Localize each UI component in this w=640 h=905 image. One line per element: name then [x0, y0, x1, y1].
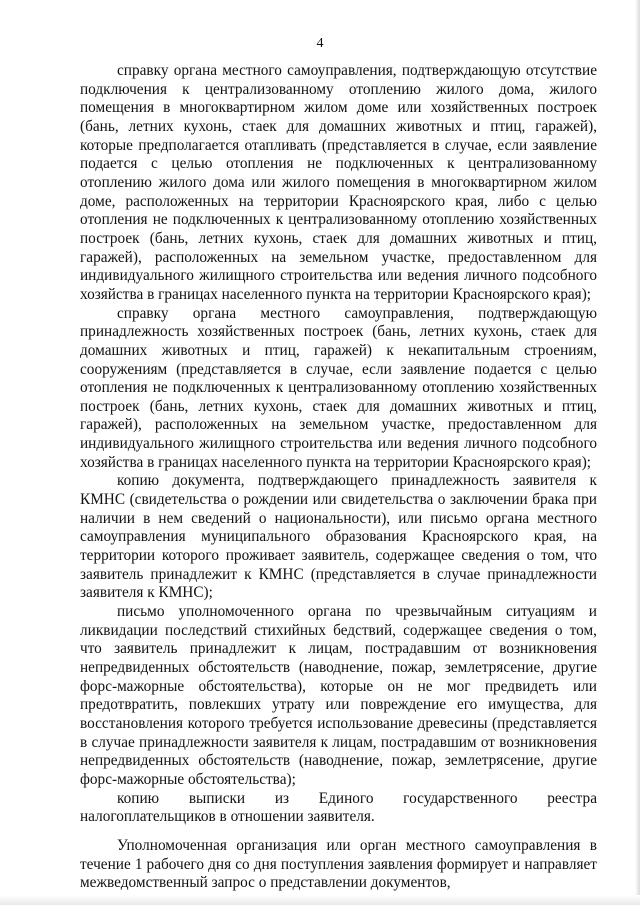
scan-edge-bottom: [0, 895, 640, 905]
paragraph-kmns-document-copy: копию документа, подтверждающего принадлежность заявителя к КМНС (свидетельства о рождении или свидетельства о заключении брака при наличии в нем сведений о национальности), или письмо органа местного самоуправления муниципального образования Красноярского края, на территории которого проживает заявитель, содержащее сведения о том, что заявитель принадлежит к КМНС (представляется в случае принадлежности заявителя к КМНС);: [80, 472, 597, 602]
paragraph-tax-register-extract: копию выписки из Единого государственного реестра налогоплательщиков в отношении заявителя.: [80, 789, 597, 826]
paragraph-certificate-no-heating: справку органа местного самоуправления, подтверждающую отсутствие подключения к централизованному отоплению жилого дома, жилого помещения в многоквартирном жилом доме или хозяйственных построек (бань, летних кухонь, стаек для домашних животных и птиц, гаражей), которые предполагается отапливать (представляется в случае, если заявление подается с целью отопления не подключенных к централизованному отоплению жилого дома или жилого помещения в многоквартирном жилом доме, расположенных на территории Красноярского края, либо с целью отопления не подключенных к централизованному отоплению хозяйственных построек (бань, летних кухонь, стаек для домашних животных и птиц, гаражей), расположенных на земельном участке, предоставленном для индивидуального жилищного строительства или ведения личного подсобного хозяйства в границах населенного пункта на территории Красноярского края);: [80, 62, 597, 303]
document-body: [80, 62, 597, 893]
paragraph-certificate-non-capital-buildings: справку органа местного самоуправления, подтверждающую принадлежность хозяйственных построек (бань, летних кухонь, стаек для домашних животных и птиц, гаражей) к некапитальным строениям, сооружениям (представляется в случае, если заявление подается с целью отопления не подключенных к централизованному отоплению хозяйственных построек (бань, летних кухонь, стаек для домашних животных и птиц, гаражей), расположенных на земельном участке, предоставленном для индивидуального жилищного строительства или ведения личного подсобного хозяйства в границах населенного пункта на территории Красноярского края);: [80, 304, 597, 471]
paragraph-emergency-letter: письмо уполномоченного органа по чрезвычайным ситуациям и ликвидации последствий стихийных бедствий, содержащее сведения о том, что заявитель принадлежит к лицам, пострадавшим от возникновения непредвиденных обстоятельств (наводнение, пожар, землетрясение, другие форс-мажорные обстоятельства), которые он не мог предвидеть или предотвратить, повлекших утрату или повреждение его имущества, для восстановления которого требуется использование древесины (представляется в случае принадлежности заявителя к лицам, пострадавшим от возникновения непредвиденных обстоятельств (наводнение, пожар, землетрясение, другие форс-мажорные обстоятельства);: [80, 603, 597, 788]
scan-edge-right: [635, 0, 640, 905]
paragraph-interagency-request: Уполномоченная организация или орган местного самоуправления в течение 1 рабочего дня со дня поступления заявления формирует и направляет межведомственный запрос о представлении документов,: [80, 836, 597, 892]
page-number: 4: [316, 36, 324, 51]
